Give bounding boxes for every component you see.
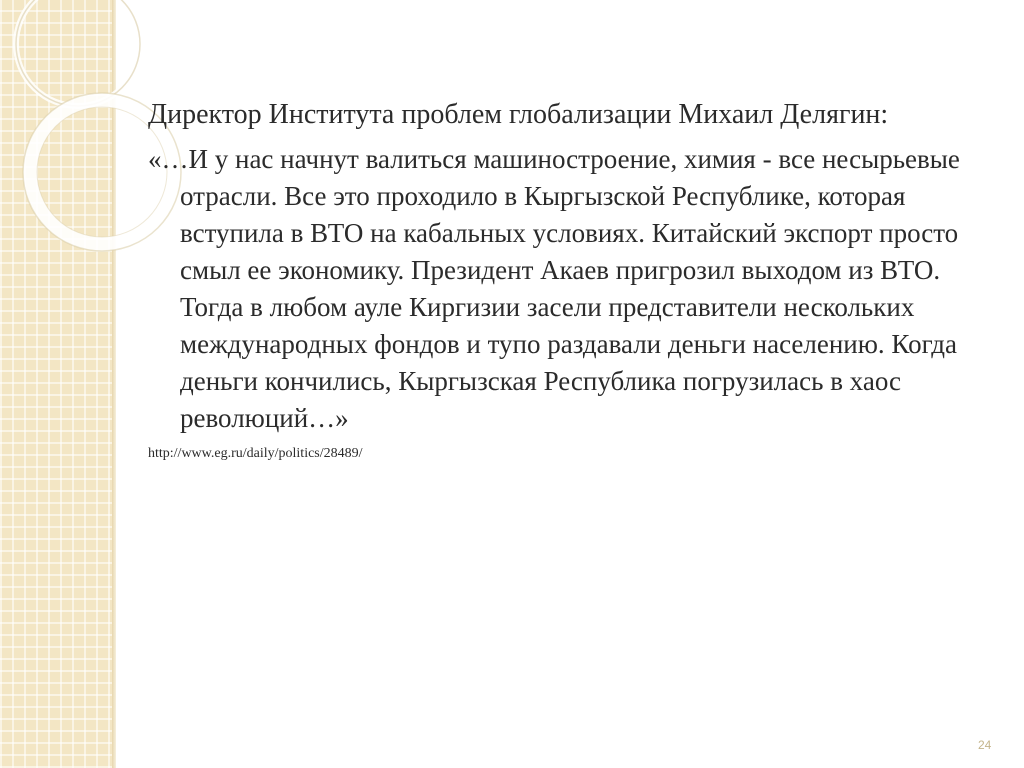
speaker-line: Директор Института проблем глобализации Михаил Делягин:	[148, 99, 889, 130]
side-panel-edge	[112, 0, 116, 768]
quote-text: «…И у нас начнут валиться машиностроение, химия - все несырьевые отрасли. Все это проходило в Кыргызской Республике, которая вступила в ВТО на кабальных условиях. Китайский экспорт просто смыл ее экономику. Президент Акаев пригрозил выходом из ВТО. Тогда в любом ауле Киргизии засели представители нескольких международных фондов и тупо раздавали деньги населению. Когда деньги кончились, Кыргызская Республика погрузилась в хаос революций…»	[148, 144, 960, 433]
slide-body	[148, 96, 968, 463]
page-number: 24	[978, 738, 992, 752]
decorative-side-panel	[0, 0, 112, 768]
source-link[interactable]: http://www.eg.ru/daily/politics/28489/	[148, 446, 363, 461]
